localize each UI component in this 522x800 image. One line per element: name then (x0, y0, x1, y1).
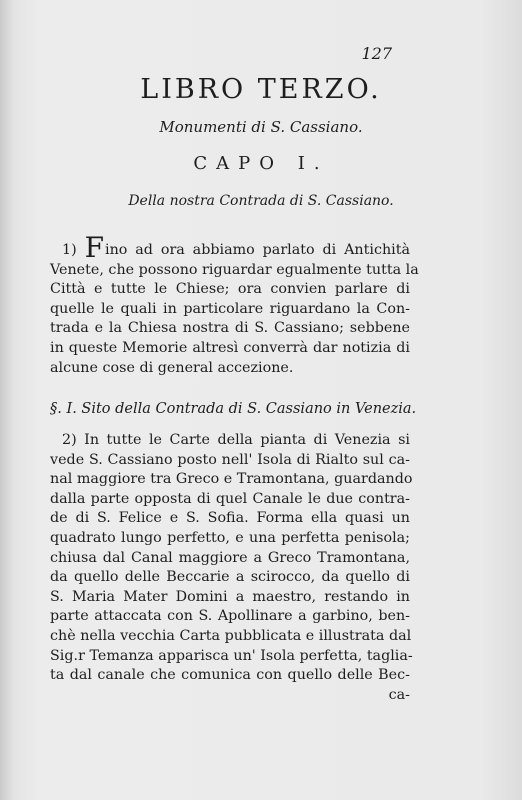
catchword: ca- (388, 686, 410, 703)
paragraph-1-line: Venete, che possono riguardar egualmente tutta la (50, 261, 419, 278)
paragraph-2-line: vede S. Cassiano posto nell' Isola di Rialto sul ca- (50, 451, 410, 468)
book-title: LIBRO TERZO. (140, 74, 382, 105)
paragraph-2-line: S. Maria Mater Domini a maestro, restando in (50, 588, 410, 605)
paragraph-number: 1) (62, 242, 77, 258)
book-subtitle: Monumenti di S. Cassiano. (159, 118, 363, 136)
paragraph-1-line: Città e tutte le Chiese; ora convien parlare di (50, 281, 410, 298)
paragraph-1-line: trada e la Chiesa nostra di S. Cassiano; sebbene (50, 320, 410, 337)
paragraph-2-line: parte attaccata con S. Apollinare a garbino, ben- (50, 608, 410, 625)
paragraph-2-line: da quello delle Beccarie a scirocco, da quello di (50, 569, 410, 586)
paragraph-2-line: quadrato lungo perfetto, e una perfetta penisola; (50, 529, 410, 546)
paragraph-2-line: Sig.r Temanza apparisca un' Isola perfetta, taglia- (50, 647, 413, 664)
paragraph-2-line: 2) In tutte le Carte della pianta di Venezia si (62, 432, 410, 448)
paragraph-1-line: alcune cose di general accezione. (50, 359, 294, 376)
chapter-heading: CAPO I. (193, 153, 329, 174)
paragraph-2 (50, 431, 413, 705)
paragraph-2-line: de di S. Felice e S. Sofia. Forma ella quasi un (50, 510, 410, 527)
drop-cap: F (84, 231, 105, 264)
paragraph-1-line: in queste Memorie altresì converrà dar notizia di (50, 339, 410, 356)
page-number: 127 (361, 44, 392, 63)
paragraph-2-line: chè nella vecchia Carta pubblicata e illustrata dal (50, 627, 412, 644)
paragraph-2-line: nal maggiore tra Greco e Tramontana, guardando (50, 471, 413, 488)
paragraph-2-line: dalla parte opposta di quel Canale le due contra- (50, 490, 410, 507)
section-heading: §. I. Sito della Contrada di S. Cassiano in Venezia. (50, 401, 417, 417)
paragraph-2-line: chiusa dal Canal maggiore a Greco Tramontana, (50, 549, 410, 566)
paragraph-2-line: ta dal canale che comunica con quello delle Bec- (50, 667, 410, 684)
paragraph-1 (50, 231, 419, 378)
paragraph-1-line: 1) Fino ad ora abbiamo parlato di Antichità (62, 231, 410, 264)
paragraph-1-line: quelle le quali in particolare riguardano la Con- (50, 300, 410, 317)
chapter-subtitle: Della nostra Contrada di S. Cassiano. (128, 193, 394, 209)
